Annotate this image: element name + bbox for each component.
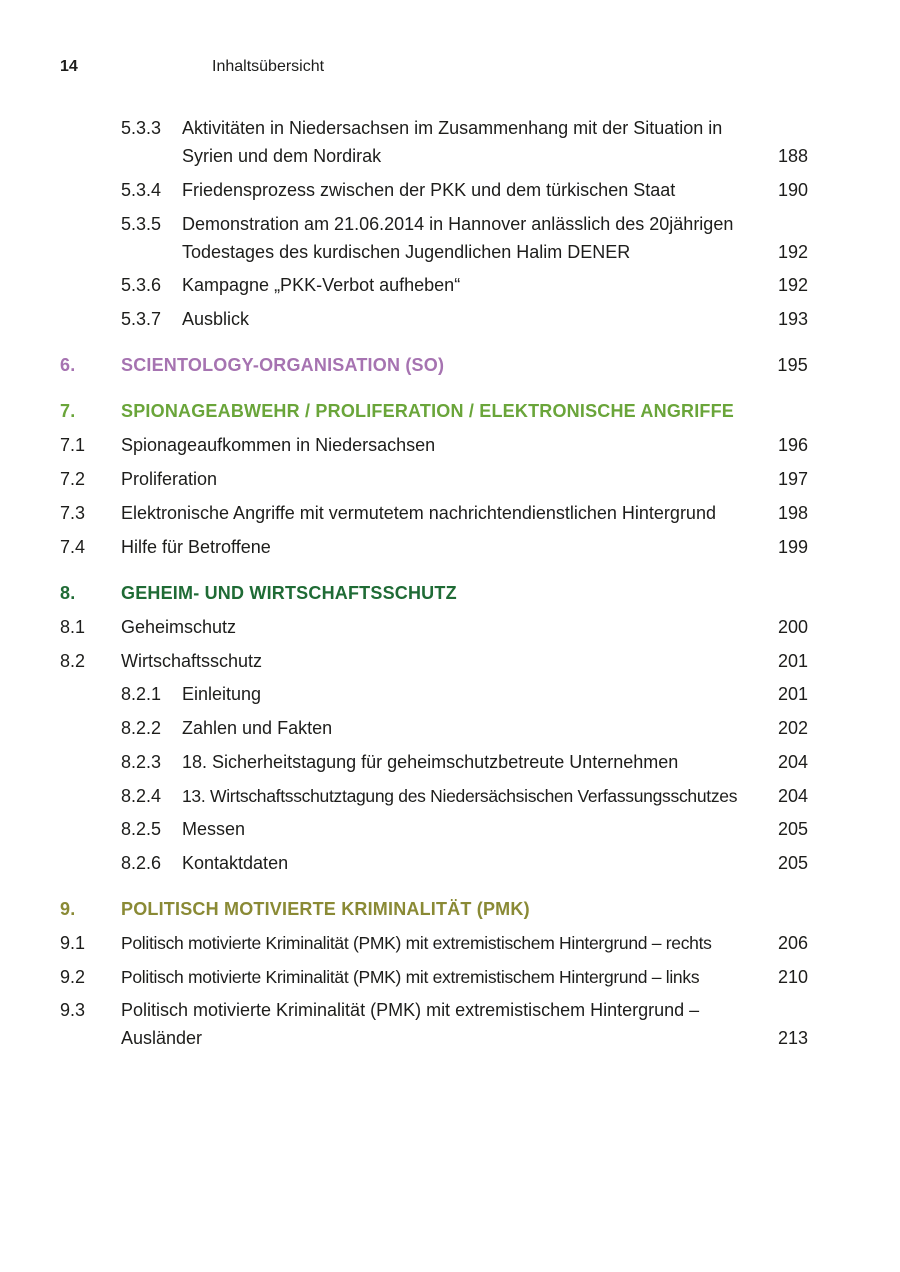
entry-title: Ausblick [182,309,250,329]
chapter-title: POLITISCH MOTIVIERTE KRIMINALITÄT (PMK) [121,899,530,919]
entry-title-line1: Aktivitäten in Niedersachsen im Zusammenhang mit der Situation in [182,118,723,138]
entry-page: 192 [777,242,808,262]
page-number: 14 [60,58,78,75]
entry-title-line1: Politisch motivierte Kriminalität (PMK) mit extremistischem Hintergrund – [121,1000,700,1020]
entry-number: 5.3.3 [121,118,162,138]
chapter-number: 6. [60,355,76,375]
entry-page: 188 [777,146,808,166]
entry-title-line2: Ausländer [121,1028,203,1048]
entry-number: 5.3.7 [121,309,162,329]
entry-number: 7.2 [60,469,86,489]
entry-title: Messen [182,819,246,839]
chapter-title: GEHEIM- UND WIRTSCHAFTSSCHUTZ [121,583,457,603]
entry-page: 197 [777,469,808,489]
entry-number: 9.1 [60,933,86,953]
entry-number: 8.2.4 [121,786,162,806]
entry-number: 5.3.5 [121,214,162,234]
entry-title: Friedensprozess zwischen der PKK und dem türkischen Staat [182,180,676,200]
entry-number: 8.2.1 [121,684,162,704]
entry-page: 204 [777,786,808,806]
entry-number: 5.3.6 [121,275,162,295]
entry-title-line2: Todestages des kurdischen Jugendlichen Halim DENER [182,242,631,262]
entry-page: 192 [777,275,808,295]
entry-number: 8.2.5 [121,819,162,839]
entry-title: 13. Wirtschaftsschutztagung des Niedersächsischen Verfassungsschutzes [182,786,738,806]
entry-title-line2: Syrien und dem Nordirak [182,146,382,166]
entry-title: Zahlen und Fakten [182,718,333,738]
entry-page: 210 [777,967,808,987]
entry-page: 213 [777,1028,808,1048]
chapter-title: SPIONAGEABWEHR / PROLIFERATION / ELEKTRONISCHE ANGRIFFE [121,401,735,421]
entry-title: Politisch motivierte Kriminalität (PMK) mit extremistischem Hintergrund – links [121,967,700,987]
entry-title: Kontaktdaten [182,853,289,873]
entry-page: 201 [777,651,808,671]
entry-title: 18. Sicherheitstagung für geheimschutzbetreute Unternehmen [182,752,679,772]
entry-page: 199 [777,537,808,557]
entry-title: Elektronische Angriffe mit vermutetem nachrichtendienstlichen Hintergrund [121,503,716,523]
entry-page: 200 [777,617,808,637]
entry-page: 198 [777,503,808,523]
chapter-number: 9. [60,899,76,919]
entry-page: 204 [777,752,808,772]
entry-page: 206 [777,933,808,953]
entry-number: 8.2 [60,651,86,671]
entry-number: 9.2 [60,967,86,987]
entry-number: 7.1 [60,435,86,455]
entry-number: 5.3.4 [121,180,162,200]
entry-title: Politisch motivierte Kriminalität (PMK) mit extremistischem Hintergrund – rechts [121,933,712,953]
chapter-title: SCIENTOLOGY-ORGANISATION (SO) [121,355,445,375]
entry-number: 8.2.2 [121,718,162,738]
entry-page: 196 [777,435,808,455]
entry-title: Geheimschutz [121,617,237,637]
entry-page: 202 [777,718,808,738]
entry-page: 190 [777,180,808,200]
entry-number: 7.3 [60,503,86,523]
entry-title: Hilfe für Betroffene [121,537,271,557]
chapter-number: 8. [60,583,76,603]
entry-title: Kampagne „PKK-Verbot aufheben“ [182,275,461,295]
entry-title: Einleitung [182,684,262,704]
entry-number: 9.3 [60,1000,86,1020]
entry-number: 7.4 [60,537,86,557]
entry-page: 193 [777,309,808,329]
entry-number: 8.2.3 [121,752,162,772]
chapter-page: 195 [777,355,808,375]
entry-number: 8.1 [60,617,86,637]
entry-number: 8.2.6 [121,853,162,873]
entry-title-line1: Demonstration am 21.06.2014 in Hannover anlässlich des 20jährigen [182,214,734,234]
entry-title: Spionageaufkommen in Niedersachsen [121,435,436,455]
chapter-number: 7. [60,401,76,421]
entry-page: 205 [777,819,808,839]
entry-title: Wirtschaftsschutz [121,651,263,671]
entry-page: 201 [777,684,808,704]
running-title: Inhaltsübersicht [212,58,325,75]
entry-page: 205 [777,853,808,873]
entry-title: Proliferation [121,469,218,489]
